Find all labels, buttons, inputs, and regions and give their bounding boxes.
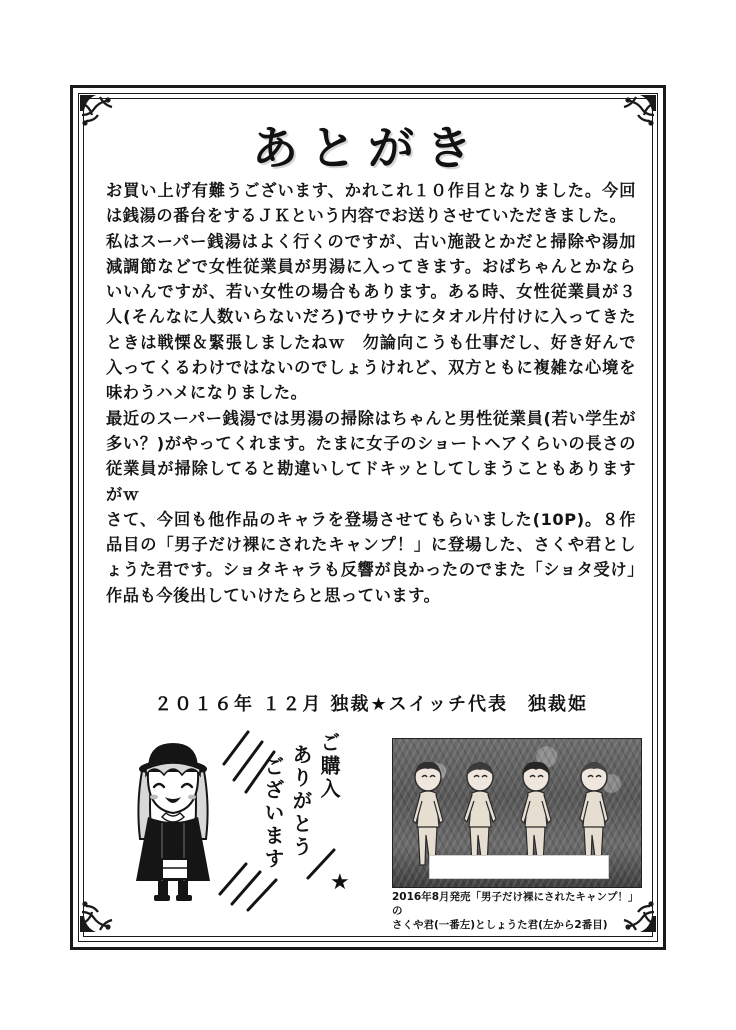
censor-bar <box>429 855 609 879</box>
caption-line-1: 2016年8月発売「男子だけ裸にされたキャンプ！」の <box>392 891 639 917</box>
afterword-paragraph: さて、今回も他作品のキャラを登場させてもらいました(10P)。８作品目の「男子だけ裸にされたキャンプ！」に登場した、さくや君としょうた君です。ショタキャラも反響が良かったのでまた「ショタ受け」作品も今後出していけたらと思っています。 <box>106 509 636 605</box>
afterword-body <box>106 178 636 608</box>
signature-line: ２０１６年 １２月 独裁★スイッチ代表 独裁姫 <box>154 694 588 715</box>
thanks-line-1: ご購入 <box>317 732 341 801</box>
afterword-paragraph: お買い上げ有難うございます、かれこれ１０作目となりました。今回は銭湯の番台をするＪＫという内容でお送りさせていただきました。 <box>106 181 636 226</box>
promo-image-panel <box>392 738 642 888</box>
promo-image-caption <box>392 890 642 932</box>
thanks-line-2: ありがとう <box>289 744 313 859</box>
caption-line-2: さくや君(一番左)としょうた君(左から2番目) <box>392 919 608 931</box>
afterword-paragraph: 私はスーパー銭湯はよく行くのですが、古い施設とかだと掃除や湯加減調節などで女性従業員が男湯に入ってきます。おばちゃんとかならいいんですが、若い女性の場合もあります。ある時、女性従業員が３人(そんなに人数いらないだろ)でサウナにタオル片付けに入ってきたときは戦慄＆緊張しましたねｗ 勿論向こうも仕事だし、好き好んで入ってくるわけではないのでしょうけれど、双方ともに複雑な心境を味わうハメになりました。 <box>106 231 636 403</box>
thanks-line-3: ございます <box>261 756 285 871</box>
afterword-paragraph: 最近のスーパー銭湯では男湯の掃除はちゃんと男性従業員(若い学生が多い？)がやってくれます。たまに女子のショートヘアくらいの長さの従業員が掃除してると勘違いしてドキッとしてしまうこともありますがｗ <box>106 408 636 504</box>
page-title: あとがき <box>252 121 484 175</box>
star-icon: ★ <box>330 870 350 895</box>
